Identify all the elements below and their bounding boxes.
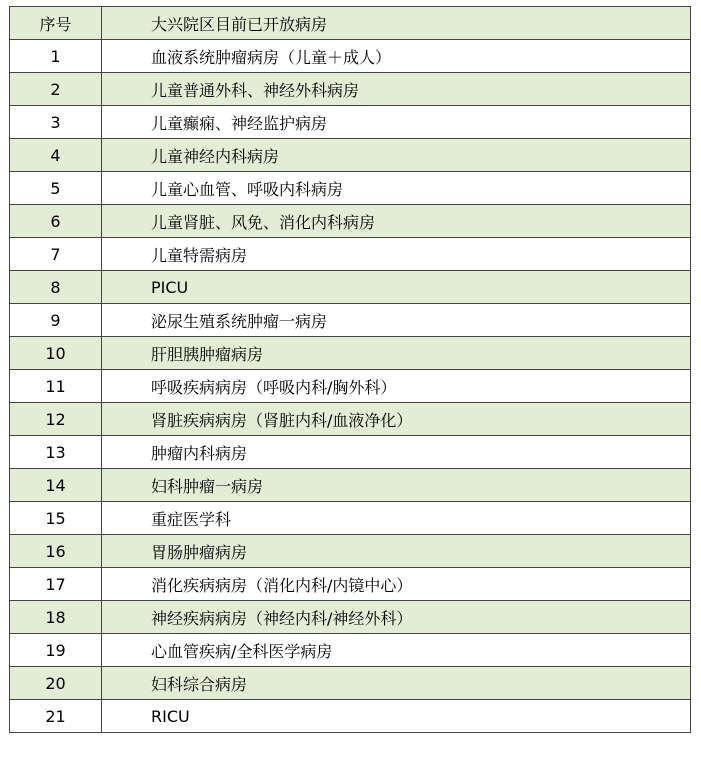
ward-name: 儿童心血管、呼吸内科病房 <box>102 172 691 205</box>
ward-name: 儿童神经内科病房 <box>102 139 691 172</box>
table-row <box>10 370 691 403</box>
ward-name: PICU <box>102 271 691 304</box>
header-number: 序号 <box>10 7 102 40</box>
ward-name: 肾脏疾病病房（肾脏内科/血液净化） <box>102 403 691 436</box>
ward-name: 儿童特需病房 <box>102 238 691 271</box>
table-row <box>10 304 691 337</box>
table-row <box>10 40 691 73</box>
ward-name: 呼吸疾病病房（呼吸内科/胸外科） <box>102 370 691 403</box>
ward-name: 胃肠肿瘤病房 <box>102 535 691 568</box>
table-row <box>10 271 691 304</box>
ward-name: 妇科肿瘤一病房 <box>102 469 691 502</box>
ward-name: 儿童癫痫、神经监护病房 <box>102 106 691 139</box>
table-row <box>10 403 691 436</box>
row-number: 5 <box>10 172 102 205</box>
ward-name: 儿童肾脏、风免、消化内科病房 <box>102 205 691 238</box>
table-row <box>10 568 691 601</box>
ward-name: 消化疾病病房（消化内科/内镜中心） <box>102 568 691 601</box>
row-number: 20 <box>10 667 102 700</box>
ward-name: 心血管疾病/全科医学病房 <box>102 634 691 667</box>
row-number: 10 <box>10 337 102 370</box>
table-row <box>10 106 691 139</box>
row-number: 11 <box>10 370 102 403</box>
ward-name: 神经疾病病房（神经内科/神经外科） <box>102 601 691 634</box>
ward-name: 妇科综合病房 <box>102 667 691 700</box>
table-row <box>10 535 691 568</box>
row-number: 14 <box>10 469 102 502</box>
row-number: 13 <box>10 436 102 469</box>
row-number: 15 <box>10 502 102 535</box>
row-number: 18 <box>10 601 102 634</box>
table-row <box>10 667 691 700</box>
ward-name: 泌尿生殖系统肿瘤一病房 <box>102 304 691 337</box>
ward-name: 肿瘤内科病房 <box>102 436 691 469</box>
row-number: 19 <box>10 634 102 667</box>
row-number: 17 <box>10 568 102 601</box>
row-number: 3 <box>10 106 102 139</box>
ward-name: 儿童普通外科、神经外科病房 <box>102 73 691 106</box>
table-row <box>10 337 691 370</box>
table-row <box>10 502 691 535</box>
header-ward-name: 大兴院区目前已开放病房 <box>102 7 691 40</box>
table-header-row <box>10 7 691 40</box>
table-row <box>10 634 691 667</box>
row-number: 16 <box>10 535 102 568</box>
row-number: 7 <box>10 238 102 271</box>
row-number: 4 <box>10 139 102 172</box>
table-row <box>10 139 691 172</box>
table-row <box>10 601 691 634</box>
row-number: 1 <box>10 40 102 73</box>
row-number: 9 <box>10 304 102 337</box>
table-row <box>10 73 691 106</box>
table-row <box>10 469 691 502</box>
ward-name: 肝胆胰肿瘤病房 <box>102 337 691 370</box>
ward-name: RICU <box>102 700 691 733</box>
ward-table <box>9 6 691 733</box>
ward-name: 血液系统肿瘤病房（儿童＋成人） <box>102 40 691 73</box>
table-row <box>10 205 691 238</box>
row-number: 21 <box>10 700 102 733</box>
table-row <box>10 238 691 271</box>
table-body <box>10 40 691 733</box>
table-row <box>10 172 691 205</box>
ward-name: 重症医学科 <box>102 502 691 535</box>
row-number: 6 <box>10 205 102 238</box>
row-number: 8 <box>10 271 102 304</box>
table-row <box>10 436 691 469</box>
table-row <box>10 700 691 733</box>
row-number: 2 <box>10 73 102 106</box>
row-number: 12 <box>10 403 102 436</box>
